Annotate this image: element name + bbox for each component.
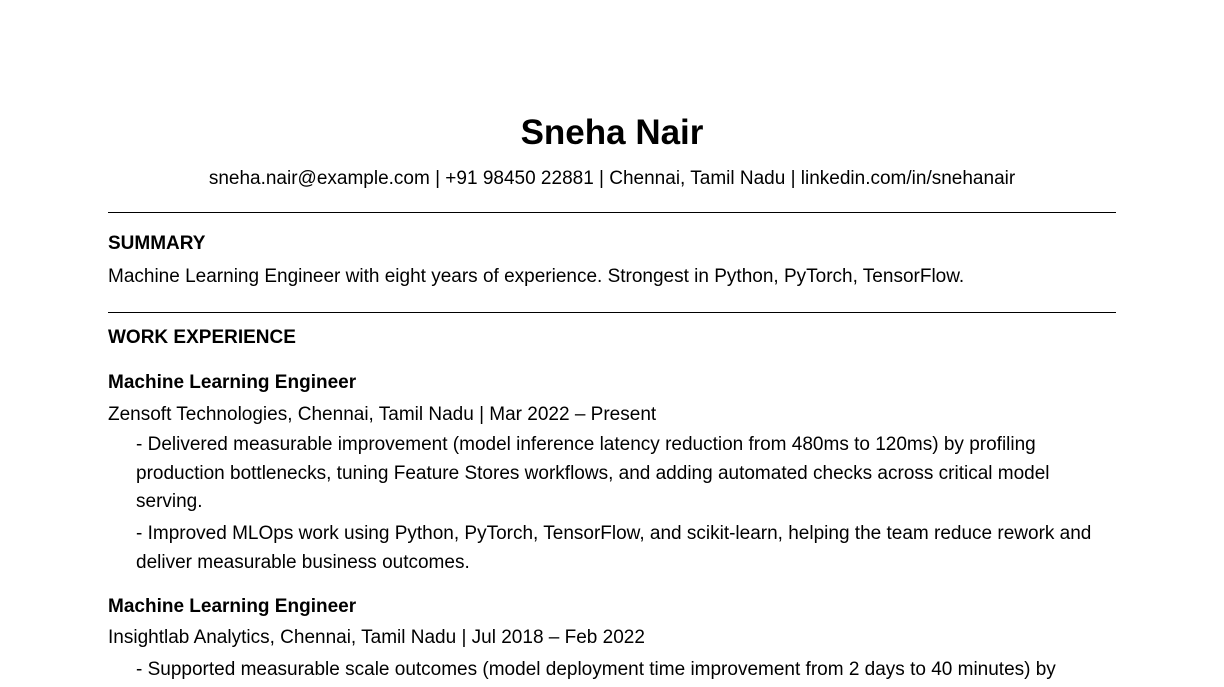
job-title: Machine Learning Engineer <box>108 596 357 617</box>
candidate-name: Sneha Nair <box>520 113 704 152</box>
summary-text: Machine Learning Engineer with eight years of experience. Strongest in Python, PyTorch, TensorFlow. <box>108 266 965 287</box>
contact-line: sneha.nair@example.com | +91 98450 22881 | Chennai, Tamil Nadu | linkedin.com/in/snehanair <box>208 168 1016 189</box>
job-title: Machine Learning Engineer <box>108 372 357 393</box>
job-company-dates: Zensoft Technologies, Chennai, Tamil Nadu | Mar 2022 – Present <box>108 404 657 425</box>
header-divider <box>108 212 1116 213</box>
job-bullet: - Improved MLOps work using Python, PyTorch, TensorFlow, and scikit-learn, helping the team reduce rework and deliver measurable business outcomes. <box>136 523 1092 573</box>
summary-heading: SUMMARY <box>108 233 206 254</box>
job-bullet: - Delivered measurable improvement (model inference latency reduction from 480ms to 120ms) by profiling production bottlenecks, tuning Feature Stores workflows, and adding automated checks across critical model serving. <box>136 434 1050 512</box>
summary-divider <box>108 312 1116 313</box>
work-experience-heading: WORK EXPERIENCE <box>108 327 296 348</box>
job-bullet: - Supported measurable scale outcomes (model deployment time improvement from 2 days to 40 minutes) by <box>136 659 1056 680</box>
job-company-dates: Insightlab Analytics, Chennai, Tamil Nadu | Jul 2018 – Feb 2022 <box>108 627 645 648</box>
